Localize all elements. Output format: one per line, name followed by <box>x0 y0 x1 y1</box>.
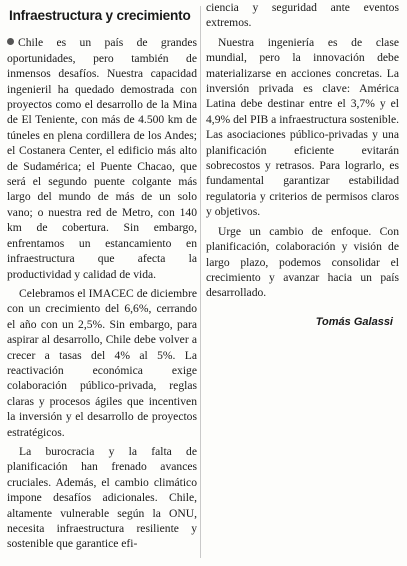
author-signature: Tomás Galassi <box>315 315 393 328</box>
paragraph-2: Celebramos el IMACEC de diciembre con un crecimiento del 6,6%, cerrando el año con un 2,5%. Sin embargo, para aspirar al desarrollo, Chile debe volver a crecer a tasas del 4% al 5%. La reactivación económica exige colaboración público-privada, reglas claras y procesos ágiles que incentiven la inversión y el desarrollo de proyectos estratégicos. <box>7 286 197 439</box>
paragraph-1-text: Chile es un país de grandes oportunidades, pero también de inmensos desafíos. Nuestra capacidad ingenieril ha quedado demostrada con proyectos como el desarrollo de la Mina de El Teniente, con más de 4.500 km de túneles en plena cordillera de los Andes; el Costanera Center, el edificio más alto de Sudamérica; el Puente Chacao, que será el segundo puente colgante más largo del mundo de más de un solo vano; o nuestra red de Metro, con 140 km de cobertura. Sin embargo, enfrentamos un estancamiento en infraestructura que afecta la productividad y calidad de vida. <box>7 36 197 281</box>
column-divider <box>200 6 201 558</box>
paragraph-3: La burocracia y la falta de planificación han frenado avances cruciales. Además, el cambio climático impone desafíos adicionales. Chile, altamente vulnerable según la ONU, necesita infraestructura resiliente y sostenible que garantice efi- <box>7 444 197 551</box>
paragraph-3-continued: ciencia y seguridad ante eventos extremos. <box>206 1 399 30</box>
paragraph-4: Nuestra ingeniería es de clase mundial, pero la innovación debe materializarse en acciones concretas. La inversión privada es clave: América Latina debe destinar entre el 3,7% y el 4,9% del PIB a infraestructura sostenible. Las asociaciones público-privadas y una planificación eficiente evitarán sobrecostos y retrasos. Para lograrlo, es fundamental garantizar estabilidad regulatoria y criterios de permisos claros y objetivos. <box>206 35 399 219</box>
left-column <box>7 0 197 556</box>
right-column <box>206 0 399 330</box>
paragraph-5: Urge un cambio de enfoque. Con planificación, colaboración y visión de largo plazo, podemos consolidar el crecimiento y avanzar hacia un país desarrollado. <box>206 224 399 300</box>
bullet-icon <box>7 38 14 45</box>
article-title: Infraestructura y crecimiento <box>9 8 191 23</box>
paragraph-1 <box>7 35 197 282</box>
